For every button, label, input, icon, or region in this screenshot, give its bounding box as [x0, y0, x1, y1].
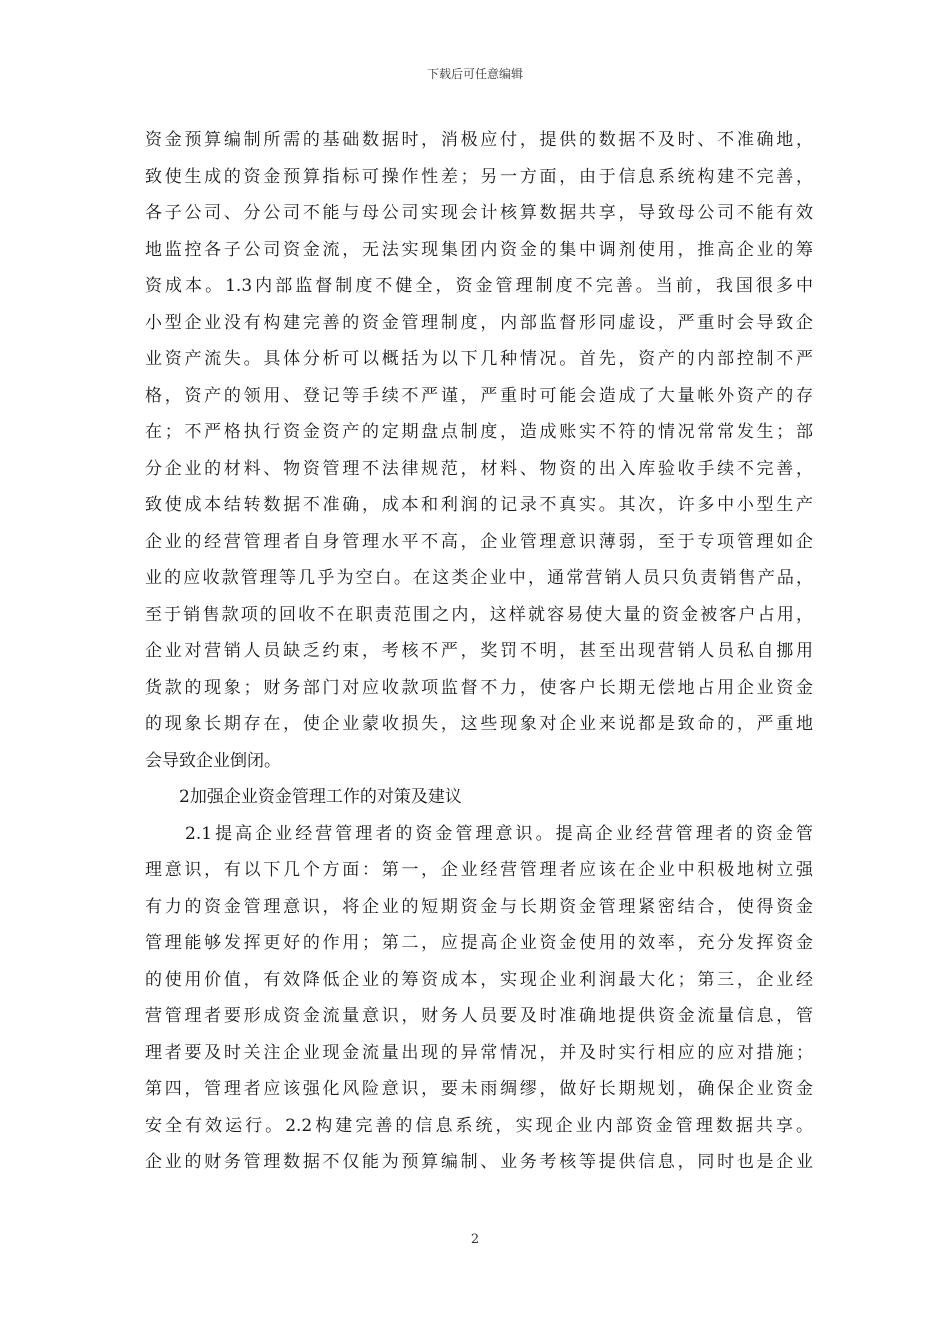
- page-header: 下载后可任意编辑: [426, 67, 523, 81]
- text-line: 会导致企业倒闭。: [145, 750, 281, 771]
- text-line: 企业对营销人员缺乏约束，考核不严，奖罚不明，甚至出现营销人员私自挪用: [145, 641, 813, 661]
- text-line: 理者要及时关注企业现金流量出现的异常情况，并及时实行相应的应对措施；: [145, 1042, 813, 1063]
- text-line: 小型企业没有构建完善的资金管理制度，内部监督形同虚设，严重时会导致企: [145, 312, 813, 333]
- text-line: 理意识，有以下几个方面：第一，企业经营管理者应该在企业中积极地树立强: [145, 860, 813, 880]
- text-line: 分企业的材料、物资管理不法律规范，材料、物资的出入库验收手续不完善，: [145, 458, 813, 479]
- paragraph-1: [145, 122, 813, 779]
- text-line: 致使成本结转数据不准确，成本和利润的记录不真实。其次，许多中小型生产: [145, 495, 813, 515]
- section-heading-text: 2加强企业资金管理工作的对策及建议: [179, 787, 462, 807]
- text-line: 管理能够发挥更好的作用；第二，应提高企业资金使用的效率，充分发挥资金: [145, 933, 813, 953]
- text-line: 货款的现象；财务部门对应收款项监督不力，使客户长期无偿地占用企业资金: [145, 677, 813, 698]
- document-body: [145, 122, 813, 1181]
- text-line: 的使用价值，有效降低企业的筹资成本，实现企业利润最大化；第三，企业经: [145, 969, 813, 990]
- text-line: 第四，管理者应该强化风险意识，要未雨绸缪，做好长期规划，确保企业资金: [145, 1079, 813, 1099]
- text-line: 2.1提高企业经营管理者的资金管理意识。提高企业经营管理者的资金管: [185, 823, 813, 844]
- text-line: 企业的经营管理者自身管理水平不高，企业管理意识薄弱，至于专项管理如企: [145, 531, 813, 552]
- text-line: 业资产流失。具体分析可以概括为以下几种情况。首先，资产的内部控制不严: [145, 349, 813, 369]
- text-line: 有力的资金管理意识，将企业的短期资金与长期资金管理紧密结合，使得资金: [145, 896, 813, 917]
- text-line: 企业的财务管理数据不仅能为预算编制、业务考核等提供信息，同时也是企业: [145, 1152, 813, 1172]
- text-line: 在；不严格执行资金资产的定期盘点制度，造成账实不符的情况常常发生；部: [145, 422, 813, 442]
- text-line: 业的应收款管理等几乎为空白。在这类企业中，通常营销人员只负责销售产品，: [145, 568, 813, 588]
- text-line: 资金预算编制所需的基础数据时，消极应付，提供的数据不及时、不准确地，: [145, 130, 813, 150]
- text-line: 的现象长期存在，使企业蒙收损失，这些现象对企业来说都是致命的，严重地: [145, 714, 813, 734]
- paragraph-2: [145, 816, 813, 1181]
- text-line: 安全有效运行。2.2构建完善的信息系统，实现企业内部资金管理数据共享。: [145, 1115, 813, 1136]
- text-line: 各子公司、分公司不能与母公司实现会计核算数据共享，导致母公司不能有效: [145, 203, 813, 223]
- page-number: 2: [470, 1232, 480, 1247]
- text-line: 格，资产的领用、登记等手续不严谨，严重时可能会造成了大量帐外资产的存: [145, 385, 813, 406]
- text-line: 地监控各子公司资金流，无法实现集团内资金的集中调剂使用，推高企业的筹: [145, 239, 813, 260]
- text-line: 营管理者要形成资金流量意识，财务人员要及时准确地提供资金流量信息，管: [145, 1006, 813, 1026]
- text-line: 资成本。1.3内部监督制度不健全，资金管理制度不完善。当前，我国很多中: [145, 276, 813, 296]
- text-line: 致使生成的资金预算指标可操作性差；另一方面，由于信息系统构建不完善，: [145, 166, 813, 187]
- section-heading: [145, 779, 813, 816]
- text-line: 至于销售款项的回收不在职责范围之内，这样就容易使大量的资金被客户占用，: [145, 604, 813, 625]
